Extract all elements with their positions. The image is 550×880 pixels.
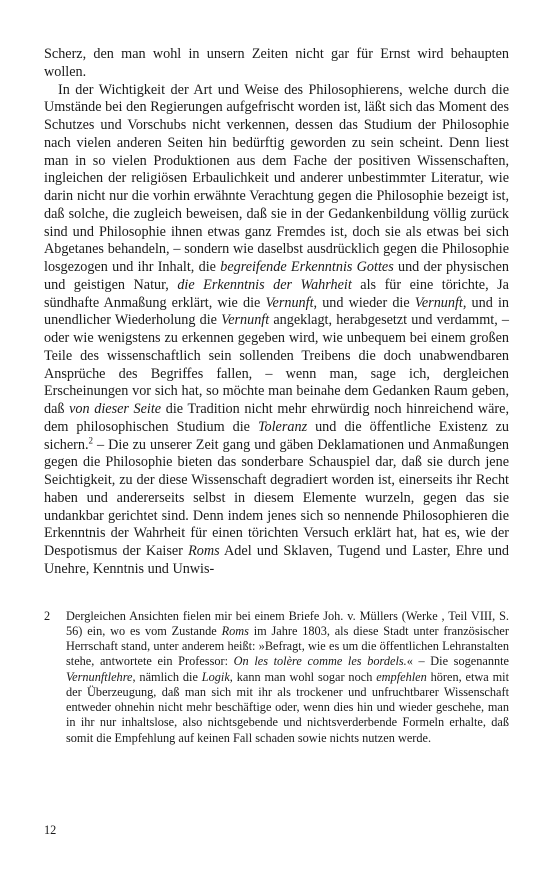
text-run: hören, etwa mit der Überzeugung, daß man sich mit ihr als trockener und unfruchtbarer Wissenschaft entweder ohnehin nicht mehr beschäftige oder, wenn dies hin und wieder geschehe, man in ihr nur inhaltslose, also nichtsgebende und nichtsverderbende Formeln erhalte, daß somit die Empfehlung auf keinen Fall schaden sowie nichts nutzen werde.	[66, 669, 509, 745]
text-run: Adel und Sklaven, Tugend und Laster, Ehre und Unehre, Kenntnis und Unwis-	[44, 543, 510, 577]
text-run: , nämlich die	[132, 669, 202, 684]
text-run: Dergleichen Ansichten fielen mir bei einem Briefe Joh. v. Müllers (Werke , Teil VIII, S. 56) ein, wo es vom Zustande	[66, 608, 509, 638]
italic-run: Roms	[188, 543, 220, 559]
footnote-number: 2	[44, 608, 51, 623]
text-run: angeklagt, herabgesetzt und verdammt, – oder wie wenigstens zu erkennen gegeben wird, wie unbequem bei einem großen Teile des wissenschaftlich sein sollenden Treibens die doch unabwendbaren Ansprüche des Begriffes fallen, – wenn man, sage ich, dergleichen Erscheinungen vor sich hat, so möchte man beinahe dem Gedanken Raum geben, daß	[44, 312, 509, 417]
italic-run: Logik	[201, 669, 230, 684]
text-run: die Tradition nicht mehr ehrwürdig noch hinreichend wäre, dem philosophischen Studium die	[44, 401, 509, 435]
text-run: als für eine törichte, Ja sündhafte Anmaßung erklärt, wie die	[44, 276, 509, 311]
text-run: – Die zu unserer Zeit gang und gäben Deklamationen und Anmaßungen gegen die Philosophie bieten das sonderbare Schauspiel dar, daß sie durch jene Seichtigkeit, zu der diese Wissenschaft degradiert worden ist, einerseits ihr Recht haben und andererseits selbst in diesem Elemente wurzeln, gegen das sie undankbar gerichtet sind. Denn indem jenes sich so nennende Philosophieren die Erkenntnis der Wahrheit für einen törichten Versuch erklärt hat, hat es, wie der Despotismus der Kaiser	[44, 436, 509, 559]
italic-run: Vernunft	[221, 312, 270, 329]
italic-run: On les tolère comme les bordels.	[233, 654, 407, 669]
text-run: , kann man wohl sogar noch	[229, 669, 377, 684]
paragraph-continued: Scherz, den man wohl in unsern Zeiten nicht gar für Ernst wird behaupten wollen.	[44, 46, 509, 80]
italic-run: die Erkenntnis der Wahrheit	[177, 276, 352, 293]
italic-run: Vernunft	[265, 294, 314, 311]
text-run: im Jahre 1803, als diese Stadt unter französischer Herrschaft stand, unter anderem heißt: »Befragt, wie es um die öffentlichen Lehranstalten stehe, antwortete ein Professor:	[66, 623, 509, 669]
page	[44, 46, 509, 746]
text-run: , und in unendlicher Wiederholung die	[44, 294, 509, 329]
footnote-2	[44, 609, 509, 746]
italic-run: empfehlen	[376, 669, 427, 684]
text-run: In der Wichtigkeit der Art und Weise des Philosophierens, welche durch die Umstände bei den Regierungen aufgefrischt worden ist, läßt sich das Moment des Schutzes und Vorschubs nicht verkennen, dessen das Studium der Philosophie nach vielen anderen Seiten hin bedürftig geworden zu sein scheint. Denn liest man in so vielen Produktionen aus dem Fache der positiven Wissenschaften, ingleichen der religiösen Erbaulichkeit und anderer unbestimmter Literatur, wie darin nicht nur die vorhin erwähnte Verachtung gegen die Philosophie bezeigt ist, daß solche, die zugleich beweisen, daß sie in der Gedankenbildung völlig zurück sind und Philosophie ihnen etwas ganz Fremdes ist, doch sie als etwas bei sich Abgetanes behandeln, – sondern wie daselbst ausdrücklich gegen die Philosophie losgezogen und ihr Inhalt, die	[44, 81, 509, 275]
page-number: 12	[44, 823, 57, 837]
italic-run: Roms	[221, 623, 249, 638]
italic-run: Vernunftlehre	[66, 669, 133, 684]
text-run: , und wieder die	[313, 294, 415, 311]
footnote-text	[66, 609, 509, 746]
paragraph-philosophizing	[44, 82, 509, 579]
italic-run: begreifende Erkenntnis Gottes	[220, 259, 394, 275]
italic-run: Vernunft	[414, 294, 463, 311]
text-run: und die öffentliche Existenz zu sichern.	[44, 418, 509, 453]
italic-run: von dieser Seite	[69, 401, 162, 417]
footnotes	[44, 609, 509, 746]
italic-run: Toleranz	[257, 418, 308, 435]
main-text	[44, 46, 509, 579]
footnote-reference[interactable]: 2	[88, 434, 94, 445]
text-run: und der physischen und geistigen Natur,	[44, 259, 509, 293]
text-run: « – Die sogenannte	[406, 654, 510, 669]
